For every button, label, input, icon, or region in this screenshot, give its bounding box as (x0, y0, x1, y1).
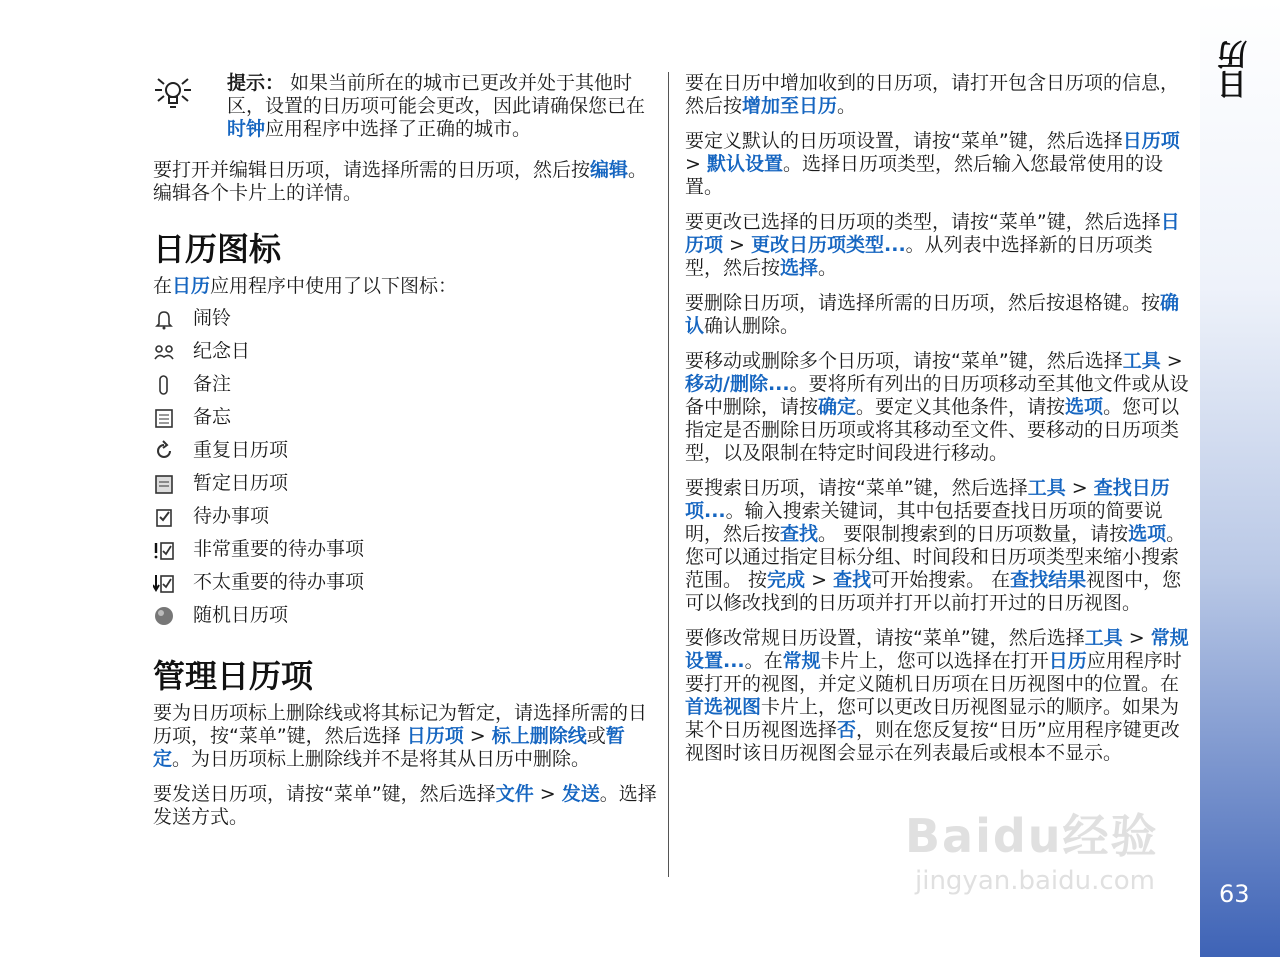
bell-icon (153, 308, 175, 330)
open-edit-paragraph: 要打开并编辑日历项，请选择所需的日历项，然后按编辑。编辑各个卡片上的详情。 (153, 159, 648, 204)
add-to-calendar-paragraph: 要在日历中增加收到的日历项，请打开包含日历项的信息，然后按增加至日历。 (685, 72, 1180, 117)
chapter-title: 日历 (1218, 40, 1253, 100)
search-results-link[interactable]: 查找结果 (1010, 569, 1087, 591)
search-paragraph: 要搜索日历项，请按“菜单”键，然后选择工具 > 查找日历项...。输入搜索关键词，其中包括要查找日历项的简要说明，然后按查找。 要限制搜索到的日历项数量，请按选项。您可以通过指定目标分组、时间段和日历项类型来缩小搜索范围。 按完成 > 查找可开始搜索。 在查找结果视图中，您可以修改找到的日历项并打开以前打开过的日历视图。 (685, 477, 1186, 614)
delete-paragraph: 要删除日历项，请选择所需的日历项，然后按退格键。按确认确认删除。 (685, 292, 1180, 337)
list-item: 纪念日 (153, 335, 658, 368)
list-item: 备注 (153, 368, 658, 401)
right-column (685, 72, 1190, 777)
left-column (153, 72, 658, 841)
find-link[interactable]: 查找 (833, 569, 872, 591)
tip-text: 应用程序中选择了正确的城市。 (265, 118, 532, 140)
move-delete-paragraph: 要移动或删除多个日历项，请按“菜单”键，然后选择工具 > 移动/删除...。要将所有列出的日历项移动至其他文件或从设备中删除，请按确定。要定义其他条件，请按选项。您可以指定是否删除日历项或将其移动至文件、要移动的日历项类型，以及限制在特定时间段进行移动。 (685, 350, 1189, 464)
move-delete-link[interactable]: 移动/删除... (685, 373, 790, 395)
no-link[interactable]: 否 (837, 719, 857, 741)
list-item: 闹铃 (153, 302, 658, 335)
edit-link[interactable]: 编辑 (590, 159, 629, 181)
find-entry-link[interactable]: 查找日历项... (685, 477, 1170, 522)
calendar-link[interactable]: 日历 (172, 275, 211, 297)
strikethrough-link[interactable]: 标上删除线 (491, 725, 587, 747)
file-link[interactable]: 文件 (495, 783, 534, 805)
general-settings-paragraph: 要修改常规日历设置，请按“菜单”键，然后选择工具 > 常规设置...。在常规卡片上，您可以选择在打开日历应用程序时要打开的视图，并定义随机日历项在日历视图中的位置。在首选视图卡片上，您可以更改日历视图显示的顺序。如果为某个日历视图选择否，则在您反复按“日历”应用程序键更改视图时该日历视图会显示在列表最后或根本不显示。 (685, 627, 1189, 764)
tip-text: 如果当前所在的城市已更改并处于其他时区，设置的日历项可能会更改，因此请确保您已在 (227, 72, 646, 117)
icons-heading: 日历图标 (153, 230, 282, 268)
tip-box (153, 72, 658, 141)
options-link[interactable]: 选项 (1065, 396, 1104, 418)
low-priority-todo-icon (153, 572, 175, 594)
list-item: 待办事项 (153, 500, 658, 533)
tentative-icon (153, 473, 175, 495)
chapter-sidebar (1200, 0, 1280, 957)
general-tab-link[interactable]: 常规 (782, 650, 821, 672)
confirm-link[interactable]: 确认 (685, 292, 1180, 337)
send-paragraph: 要发送日历项，请按“菜单”键，然后选择文件 > 发送。选择发送方式。 (153, 783, 657, 828)
done-link[interactable]: 完成 (767, 569, 806, 591)
default-settings-link[interactable]: 默认设置 (706, 153, 783, 175)
clock-link[interactable]: 时钟 (227, 118, 266, 140)
tools-link[interactable]: 工具 (1122, 350, 1161, 372)
anniversary-icon (153, 341, 175, 363)
list-item: 随机日历项 (153, 599, 658, 632)
random-entry-icon (153, 605, 175, 627)
entry-link[interactable]: 日历项 (406, 725, 464, 747)
column-divider (668, 72, 669, 877)
general-settings-link[interactable]: 常规设置... (685, 627, 1189, 672)
icons-intro: 在日历应用程序中使用了以下图标： (153, 275, 458, 297)
options-link[interactable]: 选项 (1128, 523, 1167, 545)
icon-list (153, 302, 658, 632)
tools-link[interactable]: 工具 (1027, 477, 1066, 499)
memo-icon (153, 407, 175, 429)
lightbulb-icon (153, 74, 193, 114)
strikethrough-paragraph: 要为日历项标上删除线或将其标记为暂定，请选择所需的日历项，按“菜单”键，然后选择 日历项 > 标上删除线或暂定。为日历项标上删除线并不是将其从日历中删除。 (153, 702, 648, 770)
todo-icon (153, 506, 175, 528)
tip-label: 提示： (227, 72, 285, 94)
preferred-view-link[interactable]: 首选视图 (685, 696, 762, 718)
tools-link[interactable]: 工具 (1084, 627, 1123, 649)
list-item: 不太重要的待办事项 (153, 566, 658, 599)
change-type-link[interactable]: 更改日历项类型... (751, 234, 906, 256)
send-link[interactable]: 发送 (561, 783, 600, 805)
watermark (905, 800, 1200, 910)
entry-link[interactable]: 日历项 (685, 211, 1180, 256)
watermark-logo: Baidu经验 (905, 809, 1159, 863)
list-item: 非常重要的待办事项 (153, 533, 658, 566)
change-type-paragraph: 要更改已选择的日历项的类型，请按“菜单”键，然后选择日历项 > 更改日历项类型...。从列表中选择新的日历项类型，然后按选择。 (685, 211, 1180, 279)
list-item: 暂定日历项 (153, 467, 658, 500)
high-priority-todo-icon (153, 539, 175, 561)
entry-link[interactable]: 日历项 (1122, 130, 1180, 152)
paperclip-icon (153, 374, 175, 396)
tentative-link[interactable]: 暂定 (153, 725, 625, 770)
page-number: 63 (1219, 880, 1250, 908)
ok-link[interactable]: 确定 (818, 396, 857, 418)
calendar-link[interactable]: 日历 (1048, 650, 1087, 672)
manage-heading: 管理日历项 (153, 657, 314, 695)
repeat-icon (153, 440, 175, 462)
list-item: 备忘 (153, 401, 658, 434)
add-to-calendar-link[interactable]: 增加至日历 (742, 95, 838, 117)
watermark-url: jingyan.baidu.com (915, 866, 1155, 896)
find-link[interactable]: 查找 (780, 523, 819, 545)
list-item: 重复日历项 (153, 434, 658, 467)
select-link[interactable]: 选择 (780, 257, 819, 279)
default-settings-paragraph: 要定义默认的日历项设置，请按“菜单”键，然后选择日历项 > 默认设置。选择日历项类型，然后输入您最常使用的设置。 (685, 130, 1180, 198)
